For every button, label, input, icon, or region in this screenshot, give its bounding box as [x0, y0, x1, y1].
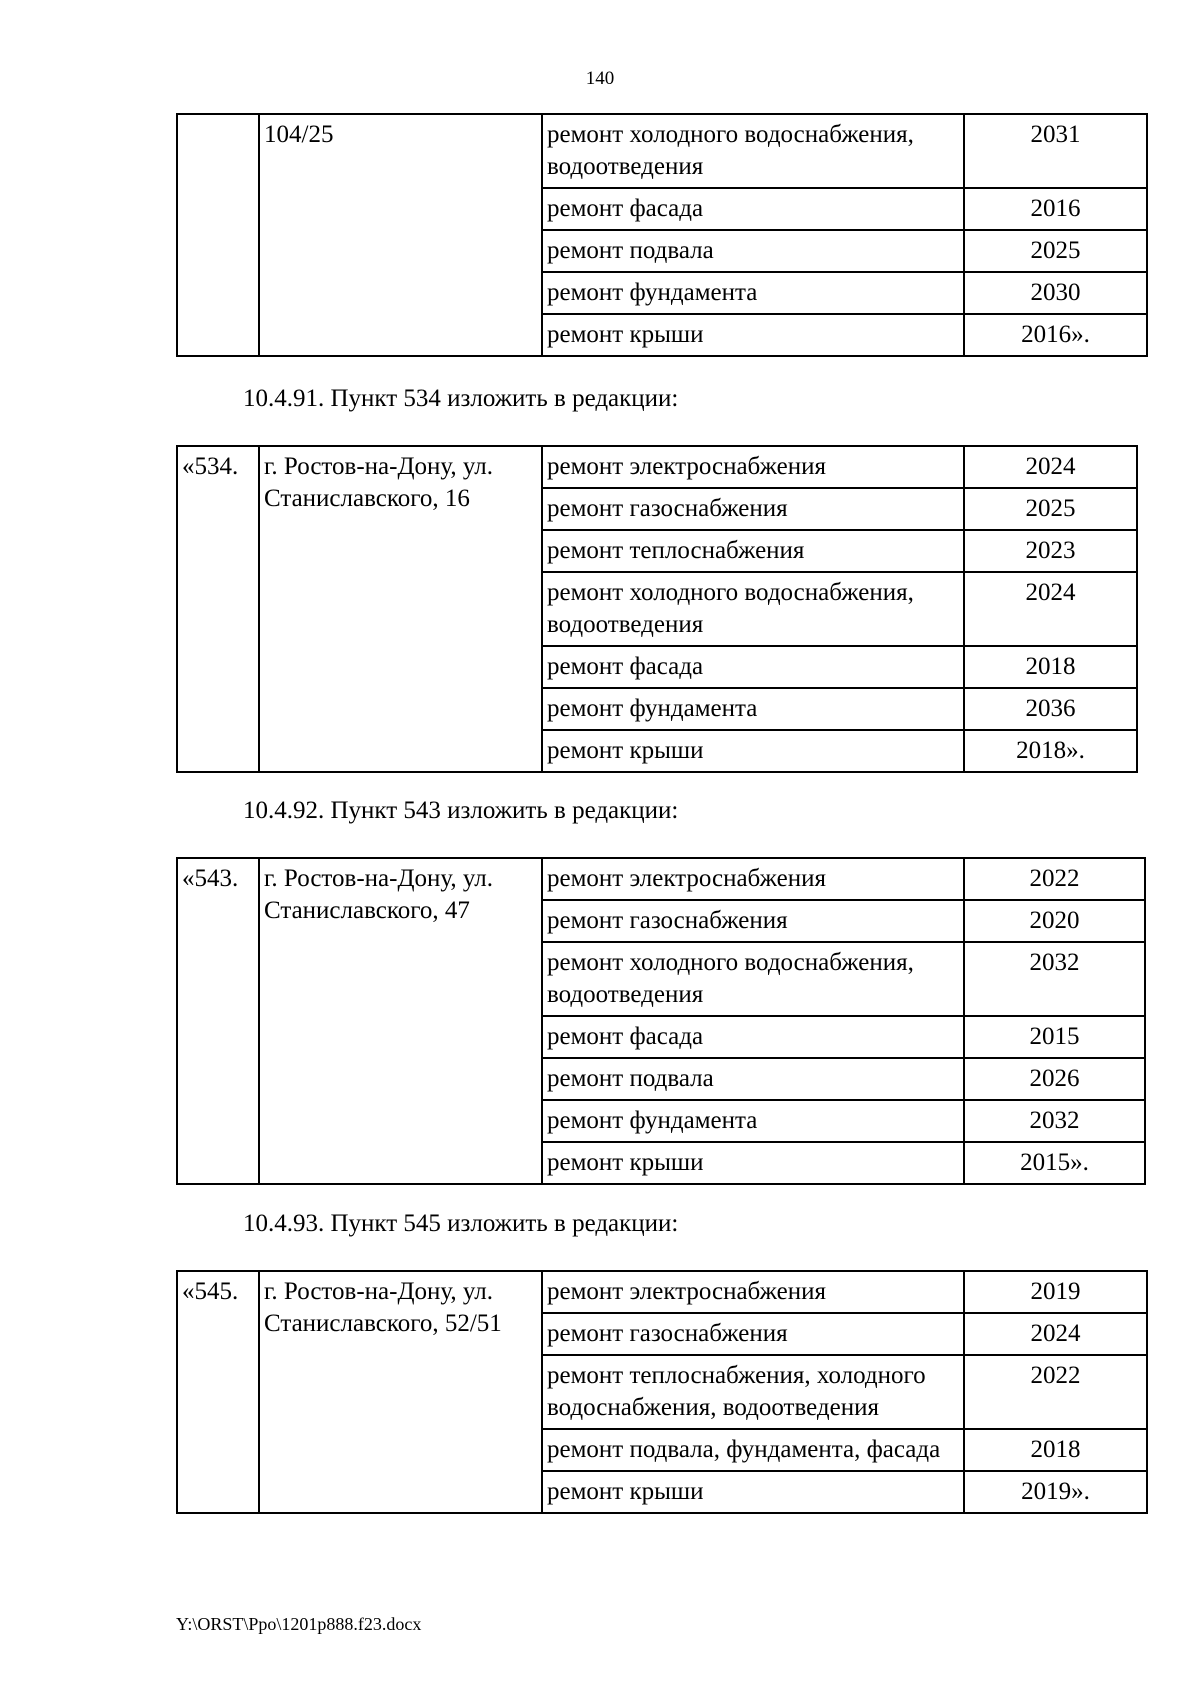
- paragraph-item-543: 10.4.92. Пункт 543 изложить в редакции:: [243, 797, 679, 824]
- year-cell: 2026: [964, 1058, 1145, 1100]
- work-type-cell: ремонт электроснабжения: [542, 1271, 964, 1313]
- repair-table-545: [176, 1270, 1148, 1514]
- year-cell: 2032: [964, 1100, 1145, 1142]
- repair-table-534: [176, 445, 1138, 773]
- year-cell: 2036: [964, 688, 1137, 730]
- repair-table-continuation: [176, 113, 1148, 357]
- work-type-cell: ремонт крыши: [542, 730, 964, 772]
- work-type-cell: ремонт холодного водоснабжения, водоотведения: [542, 942, 964, 1016]
- work-type-cell: ремонт теплоснабжения, холодного водоснабжения, водоотведения: [542, 1355, 964, 1429]
- work-type-cell: ремонт газоснабжения: [542, 1313, 964, 1355]
- table-row: [177, 446, 1137, 488]
- year-cell: 2024: [964, 446, 1137, 488]
- work-type-cell: ремонт холодного водоснабжения, водоотведения: [542, 572, 964, 646]
- work-type-cell: ремонт холодного водоснабжения, водоотведения: [542, 114, 964, 188]
- address-cell: 104/25: [259, 114, 542, 356]
- work-type-cell: ремонт крыши: [542, 314, 964, 356]
- paragraph-item-545: 10.4.93. Пункт 545 изложить в редакции:: [243, 1210, 679, 1237]
- year-cell: 2025: [964, 230, 1147, 272]
- year-cell: 2018».: [964, 730, 1137, 772]
- year-cell: 2024: [964, 1313, 1147, 1355]
- work-type-cell: ремонт крыши: [542, 1142, 964, 1184]
- year-cell: 2031: [964, 114, 1147, 188]
- work-type-cell: ремонт подвала, фундамента, фасада: [542, 1429, 964, 1471]
- work-type-cell: ремонт подвала: [542, 1058, 964, 1100]
- work-type-cell: ремонт газоснабжения: [542, 488, 964, 530]
- work-type-cell: ремонт крыши: [542, 1471, 964, 1513]
- work-type-cell: ремонт теплоснабжения: [542, 530, 964, 572]
- year-cell: 2022: [964, 858, 1145, 900]
- year-cell: 2024: [964, 572, 1137, 646]
- year-cell: 2025: [964, 488, 1137, 530]
- work-type-cell: ремонт фасада: [542, 1016, 964, 1058]
- year-cell: 2022: [964, 1355, 1147, 1429]
- work-type-cell: ремонт электроснабжения: [542, 858, 964, 900]
- year-cell: 2019».: [964, 1471, 1147, 1513]
- year-cell: 2018: [964, 1429, 1147, 1471]
- item-number-cell: «534.: [177, 446, 259, 772]
- work-type-cell: ремонт фундамента: [542, 1100, 964, 1142]
- address-cell: г. Ростов-на-Дону, ул. Станиславского, 47: [259, 858, 542, 1184]
- address-cell: г. Ростов-на-Дону, ул. Станиславского, 16: [259, 446, 542, 772]
- paragraph-item-534: 10.4.91. Пункт 534 изложить в редакции:: [243, 385, 679, 412]
- year-cell: 2030: [964, 272, 1147, 314]
- year-cell: 2016: [964, 188, 1147, 230]
- work-type-cell: ремонт газоснабжения: [542, 900, 964, 942]
- work-type-cell: ремонт фундамента: [542, 688, 964, 730]
- year-cell: 2016».: [964, 314, 1147, 356]
- item-number-cell: «543.: [177, 858, 259, 1184]
- table-row: [177, 1271, 1147, 1313]
- year-cell: 2032: [964, 942, 1145, 1016]
- work-type-cell: ремонт фасада: [542, 646, 964, 688]
- item-number-cell: [177, 114, 259, 356]
- work-type-cell: ремонт подвала: [542, 230, 964, 272]
- repair-table-543: [176, 857, 1146, 1185]
- year-cell: 2020: [964, 900, 1145, 942]
- work-type-cell: ремонт фундамента: [542, 272, 964, 314]
- year-cell: 2015: [964, 1016, 1145, 1058]
- year-cell: 2023: [964, 530, 1137, 572]
- year-cell: 2019: [964, 1271, 1147, 1313]
- file-path-footer: Y:\ORST\Ppo\1201p888.f23.docx: [176, 1614, 422, 1634]
- address-cell: г. Ростов-на-Дону, ул. Станиславского, 52/51: [259, 1271, 542, 1513]
- year-cell: 2018: [964, 646, 1137, 688]
- work-type-cell: ремонт фасада: [542, 188, 964, 230]
- table-row: [177, 858, 1145, 900]
- year-cell: 2015».: [964, 1142, 1145, 1184]
- item-number-cell: «545.: [177, 1271, 259, 1513]
- work-type-cell: ремонт электроснабжения: [542, 446, 964, 488]
- table-row: [177, 114, 1147, 188]
- page-number: 140: [585, 68, 615, 89]
